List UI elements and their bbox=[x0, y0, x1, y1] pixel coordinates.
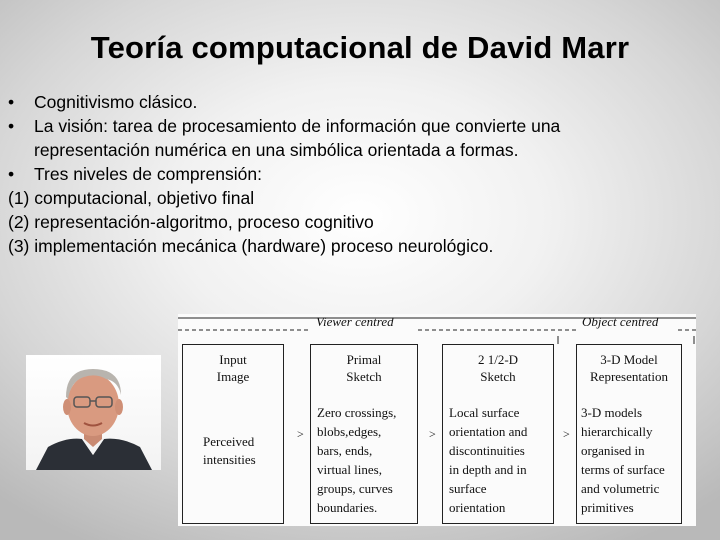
bullet-text: La visión: tarea de procesamiento de información que convierte una bbox=[34, 116, 561, 136]
stage-line: orientation bbox=[449, 500, 506, 515]
stage-line: blobs,edges, bbox=[317, 424, 382, 439]
stage-subtitle: Representation bbox=[590, 369, 668, 384]
stage-line: in depth and in bbox=[449, 462, 527, 477]
stage-line: Local surface bbox=[449, 405, 520, 420]
bullet-text: Tres niveles de comprensión: bbox=[34, 164, 262, 184]
stage-line: terms of surface bbox=[581, 462, 665, 477]
stage-line: primitives bbox=[581, 500, 634, 515]
stage-title: Primal bbox=[346, 352, 382, 367]
stage-input-image bbox=[182, 344, 284, 524]
stage-subtitle: Sketch bbox=[346, 369, 382, 384]
bullet-item bbox=[8, 90, 708, 114]
stage-line: Perceived bbox=[203, 434, 255, 449]
stage-line: discontinuities bbox=[449, 443, 525, 458]
stage-line: 3-D models bbox=[581, 405, 643, 420]
stage-line: surface bbox=[449, 481, 487, 496]
stage-3d-model bbox=[576, 344, 682, 524]
bullet-text: Cognitivismo clásico. bbox=[34, 92, 198, 112]
stage-subtitle: Sketch bbox=[480, 369, 516, 384]
bullet-marker: • bbox=[8, 164, 15, 184]
stage-description bbox=[581, 403, 665, 517]
object-centred-label: Object centred bbox=[582, 314, 659, 329]
stage-description bbox=[317, 403, 396, 517]
stage-line: Zero crossings, bbox=[317, 405, 397, 420]
slide-title: Teoría computacional de David Marr bbox=[90, 30, 630, 65]
stage-title: Input bbox=[219, 352, 247, 367]
portrait-photo bbox=[26, 355, 161, 470]
stage-description bbox=[449, 403, 527, 517]
stage-line: bars, ends, bbox=[317, 443, 373, 458]
level-item: (2) representación-algoritmo, proceso cognitivo bbox=[8, 212, 374, 232]
stage-line: intensities bbox=[203, 452, 256, 467]
stage-title: 3-D Model bbox=[600, 352, 658, 367]
stage-line: organised in bbox=[581, 443, 645, 458]
portrait-illustration bbox=[26, 355, 161, 470]
bullet-item bbox=[8, 162, 708, 186]
level-item: (3) implementación mecánica (hardware) proceso neurológico. bbox=[8, 236, 494, 256]
stage-title: 2 1/2-D bbox=[477, 352, 519, 367]
stage-line: groups, curves bbox=[317, 481, 393, 496]
stage-subtitle: Image bbox=[216, 369, 250, 384]
stage-line: orientation and bbox=[449, 424, 528, 439]
bullet-marker: • bbox=[8, 92, 15, 112]
arrow-icon: > bbox=[563, 427, 570, 441]
stage-description bbox=[203, 433, 256, 469]
stage-primal-sketch bbox=[310, 344, 418, 524]
level-item: (1) computacional, objetivo final bbox=[8, 188, 255, 208]
arrow-icon: > bbox=[429, 427, 436, 441]
bullet-marker: • bbox=[8, 116, 15, 136]
bullet-item bbox=[8, 114, 708, 138]
stage-line: and volumetric bbox=[581, 481, 660, 496]
marr-diagram bbox=[178, 314, 696, 526]
stage-2-5d-sketch bbox=[442, 344, 554, 524]
viewer-centred-label: Viewer centred bbox=[316, 314, 394, 329]
stage-line: hierarchically bbox=[581, 424, 653, 439]
stage-line: virtual lines, bbox=[317, 462, 382, 477]
arrow-icon: > bbox=[297, 427, 304, 441]
bullet-text-continuation: representación numérica en una simbólica orientada a formas. bbox=[34, 140, 519, 160]
stage-line: boundaries. bbox=[317, 500, 378, 515]
bullet-list bbox=[8, 90, 708, 258]
